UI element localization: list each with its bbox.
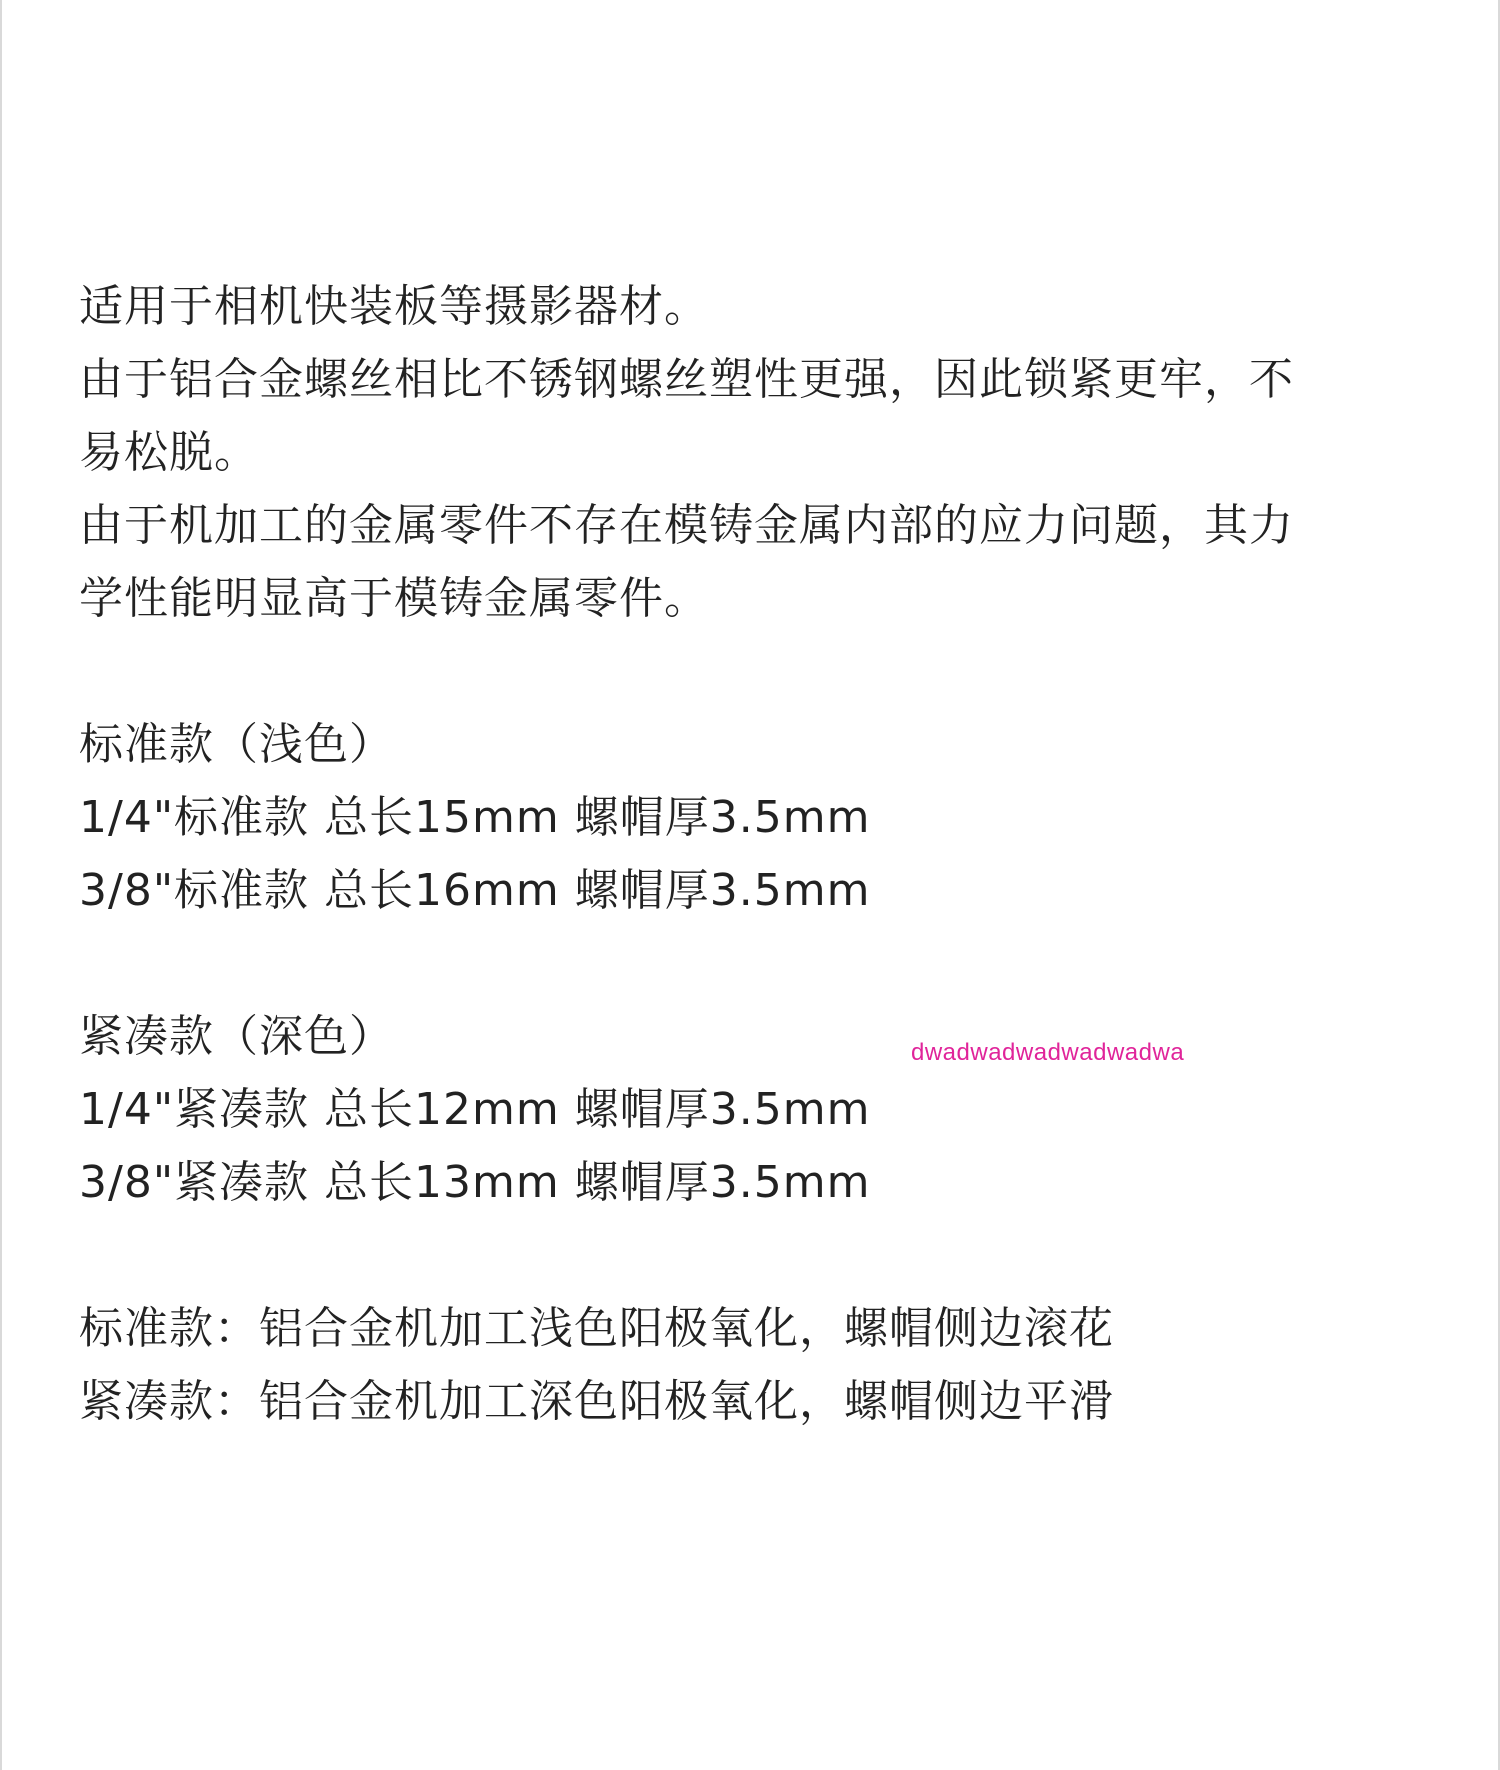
intro-line: 由于机加工的金属零件不存在模铸金属内部的应力问题，其力 [79, 500, 1294, 551]
standard-spec-line: 1/4"标准款 总长15mm 螺帽厚3.5mm [79, 792, 871, 843]
standard-heading: 标准款（浅色） [79, 719, 394, 770]
standard-section [79, 708, 1419, 927]
finish-section [79, 1292, 1419, 1438]
intro-line: 学性能明显高于模铸金属零件。 [79, 573, 709, 624]
finish-line: 紧凑款：铝合金机加工深色阳极氧化，螺帽侧边平滑 [79, 1376, 1114, 1427]
compact-section [79, 1000, 1419, 1219]
compact-spec-line: 1/4"紧凑款 总长12mm 螺帽厚3.5mm [79, 1084, 871, 1135]
compact-heading: 紧凑款（深色） [79, 1011, 394, 1062]
compact-spec-line: 3/8"紧凑款 总长13mm 螺帽厚3.5mm [79, 1157, 871, 1208]
intro-paragraph [79, 270, 1419, 635]
intro-line: 由于铝合金螺丝相比不锈钢螺丝塑性更强，因此锁紧更牢，不 [79, 354, 1294, 405]
intro-line: 易松脱。 [79, 427, 259, 478]
intro-line: 适用于相机快装板等摄影器材。 [79, 281, 709, 332]
standard-spec-line: 3/8"标准款 总长16mm 螺帽厚3.5mm [79, 865, 871, 916]
watermark-text: dwadwadwadwadwadwa [911, 1039, 1185, 1066]
finish-line: 标准款：铝合金机加工浅色阳极氧化，螺帽侧边滚花 [79, 1303, 1114, 1354]
description-content [79, 270, 1419, 1438]
frame-edge-left [0, 0, 2, 1770]
spacer [79, 927, 1419, 1000]
spacer [79, 635, 1419, 708]
spacer [79, 1219, 1419, 1292]
